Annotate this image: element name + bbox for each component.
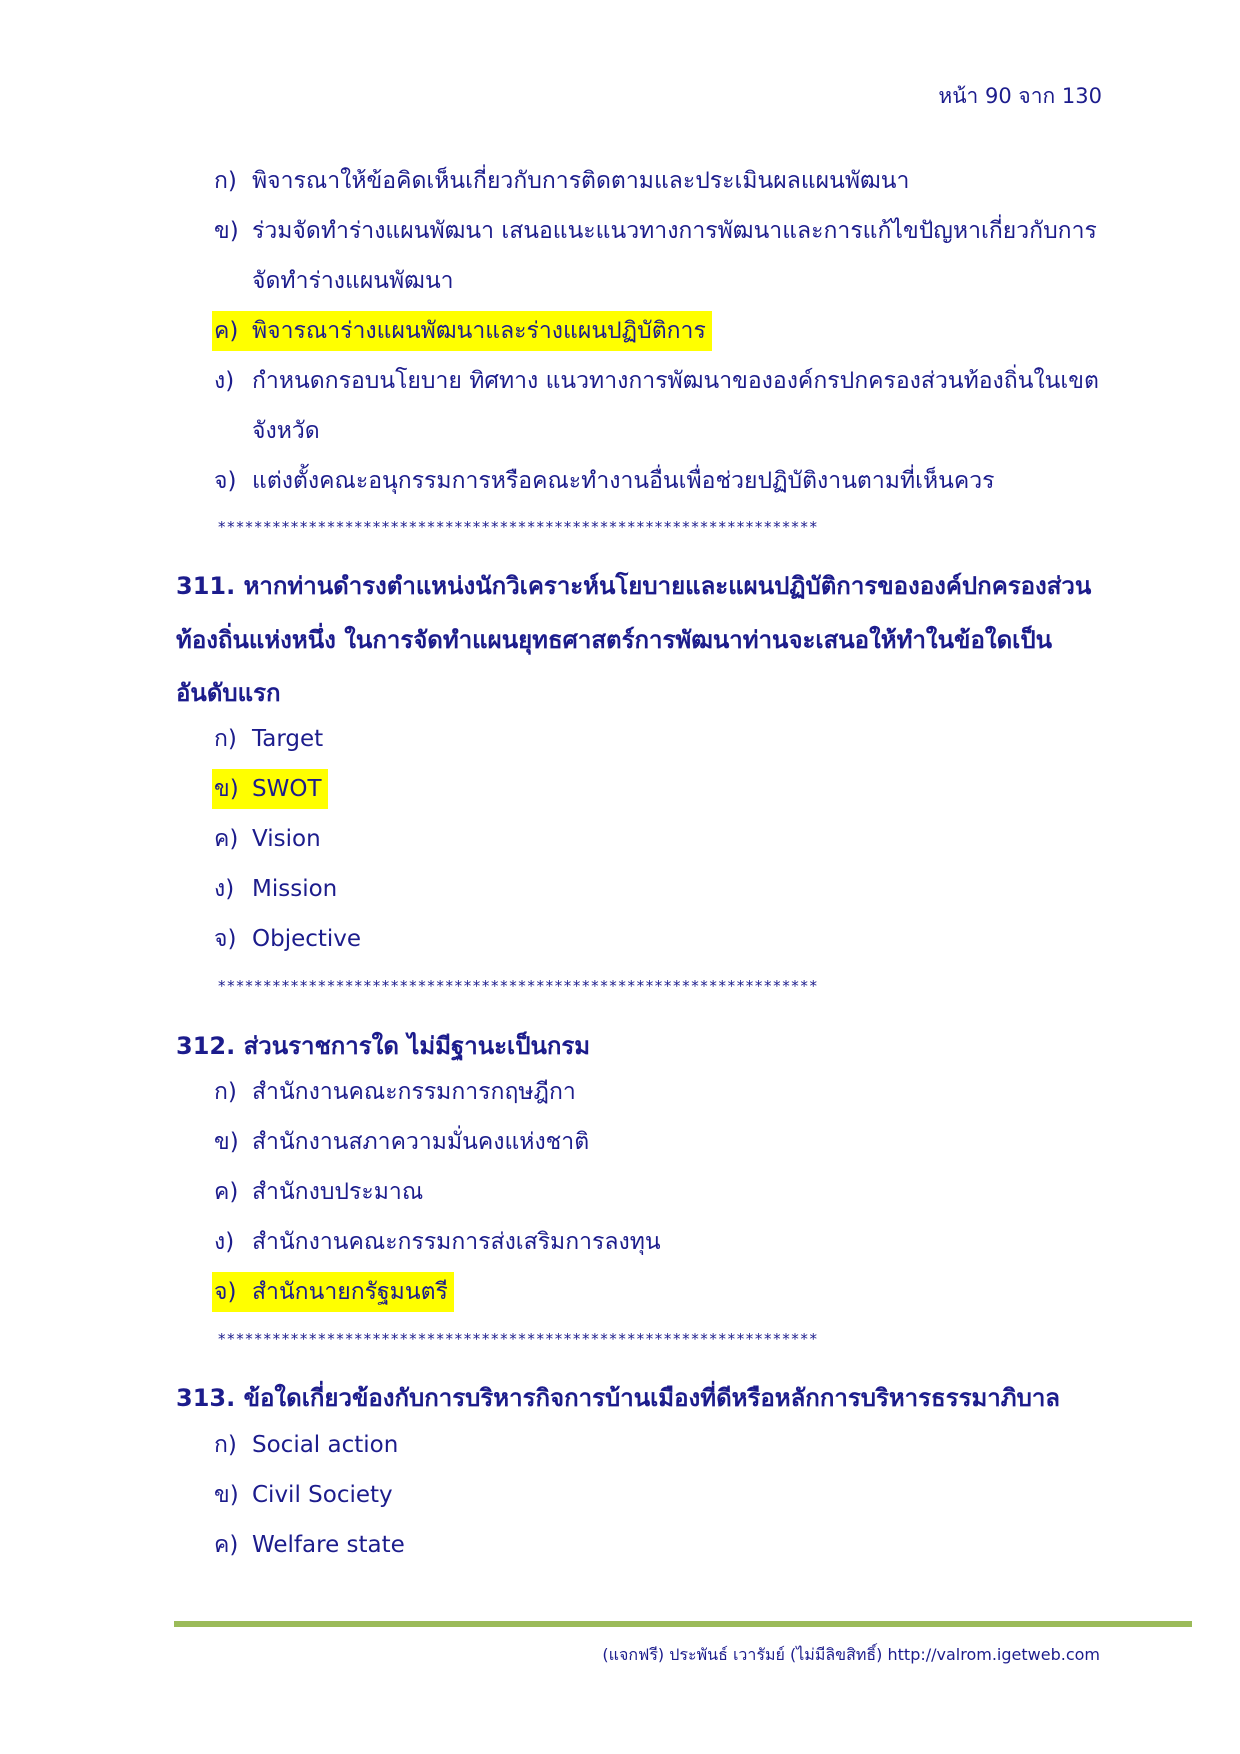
page-number: หน้า 90 จาก 130 bbox=[938, 84, 1102, 108]
option bbox=[214, 1425, 398, 1465]
separator: ****************************************************************** bbox=[218, 1330, 819, 1348]
option-text: Vision bbox=[252, 826, 321, 852]
option-text: สำนักนายกรัฐมนตรี bbox=[252, 1279, 448, 1305]
option-text: Mission bbox=[252, 876, 338, 902]
option-correct bbox=[212, 1272, 454, 1312]
option-text: Welfare state bbox=[252, 1532, 405, 1558]
option bbox=[214, 819, 321, 859]
option bbox=[214, 1122, 589, 1162]
option-letter: ก) bbox=[214, 168, 237, 194]
question-text: ท้องถิ่นแห่งหนึ่ง ในการจัดทำแผนยุทธศาสตร์การพัฒนาท่านจะเสนอให้ทำในข้อใดเป็น bbox=[176, 626, 1053, 654]
option-text: จัดทำร่างแผนพัฒนา bbox=[252, 268, 454, 294]
option-text: Social action bbox=[252, 1432, 399, 1458]
option bbox=[214, 461, 995, 501]
question-text: 313. ข้อใดเกี่ยวข้องกับการบริหารกิจการบ้านเมืองที่ดีหรือหลักการบริหารธรรมาภิบาล bbox=[176, 1384, 1061, 1412]
option-letter: ค) bbox=[214, 826, 239, 852]
option-text: Target bbox=[252, 726, 324, 752]
footer-divider bbox=[174, 1621, 1192, 1627]
option-letter: จ) bbox=[214, 926, 237, 952]
option-letter: ค) bbox=[214, 318, 239, 344]
option-correct bbox=[212, 311, 712, 351]
option-text: สำนักงานคณะกรรมการส่งเสริมการลงทุน bbox=[252, 1229, 661, 1255]
option-text: แต่งตั้งคณะอนุกรรมการหรือคณะทำงานอื่นเพื่อช่วยปฏิบัติงานตามที่เห็นควร bbox=[252, 468, 995, 494]
footer-credit: (แจกฟรี) ประพันธ์ เวารัมย์ (ไม่มีลิขสิทธิ์) http://valrom.igetweb.com bbox=[602, 1645, 1100, 1664]
option-letter: ง) bbox=[214, 368, 235, 394]
option-continuation bbox=[252, 261, 454, 301]
option bbox=[214, 1525, 405, 1565]
option-letter: ง) bbox=[214, 876, 235, 902]
option-letter: จ) bbox=[214, 468, 237, 494]
option-text: ร่วมจัดทำร่างแผนพัฒนา เสนอแนะแนวทางการพัฒนาและการแก้ไขปัญหาเกี่ยวกับการ bbox=[252, 218, 1097, 244]
option-letter: ข) bbox=[214, 776, 239, 802]
option-text: พิจารณาร่างแผนพัฒนาและร่างแผนปฏิบัติการ bbox=[252, 318, 706, 344]
option-text: จังหวัด bbox=[252, 418, 320, 444]
separator: ****************************************************************** bbox=[218, 518, 819, 536]
option-text: SWOT bbox=[252, 776, 322, 802]
option bbox=[214, 1072, 576, 1112]
option-letter: ข) bbox=[214, 1129, 239, 1155]
option bbox=[214, 1222, 661, 1262]
separator: ****************************************************************** bbox=[218, 977, 819, 995]
option-letter: ค) bbox=[214, 1179, 239, 1205]
option bbox=[214, 211, 1097, 251]
question-text: อันดับแรก bbox=[176, 679, 281, 707]
option bbox=[214, 1172, 423, 1212]
option-letter: ข) bbox=[214, 218, 239, 244]
option-correct bbox=[212, 769, 328, 809]
option-text: Civil Society bbox=[252, 1482, 393, 1508]
option bbox=[214, 161, 909, 201]
option bbox=[214, 361, 1099, 401]
option-text: สำนักงบประมาณ bbox=[252, 1179, 424, 1205]
option-text: พิจารณาให้ข้อคิดเห็นเกี่ยวกับการติดตามและประเมินผลแผนพัฒนา bbox=[252, 168, 910, 194]
option-continuation bbox=[252, 411, 320, 451]
option-text: สำนักงานคณะกรรมการกฤษฎีกา bbox=[252, 1079, 576, 1105]
option-letter: ก) bbox=[214, 726, 237, 752]
option-text: สำนักงานสภาความมั่นคงแห่งชาติ bbox=[252, 1129, 590, 1155]
question-text: 312. ส่วนราชการใด ไม่มีฐานะเป็นกรม bbox=[176, 1032, 591, 1060]
option bbox=[214, 869, 337, 909]
question-text: 311. หากท่านดำรงตำแหน่งนักวิเคราะห์นโยบายและแผนปฏิบัติการขององค์ปกครองส่วน bbox=[176, 572, 1092, 600]
option bbox=[214, 719, 323, 759]
option-letter: ก) bbox=[214, 1079, 237, 1105]
option bbox=[214, 1475, 393, 1515]
option-letter: ก) bbox=[214, 1432, 237, 1458]
option-letter: ข) bbox=[214, 1482, 239, 1508]
option-letter: ง) bbox=[214, 1229, 235, 1255]
option-letter: จ) bbox=[214, 1279, 237, 1305]
option-text: Objective bbox=[252, 926, 362, 952]
option-text: กำหนดกรอบนโยบาย ทิศทาง แนวทางการพัฒนาขององค์กรปกครองส่วนท้องถิ่นในเขต bbox=[252, 368, 1099, 394]
option bbox=[214, 919, 361, 959]
option-letter: ค) bbox=[214, 1532, 239, 1558]
